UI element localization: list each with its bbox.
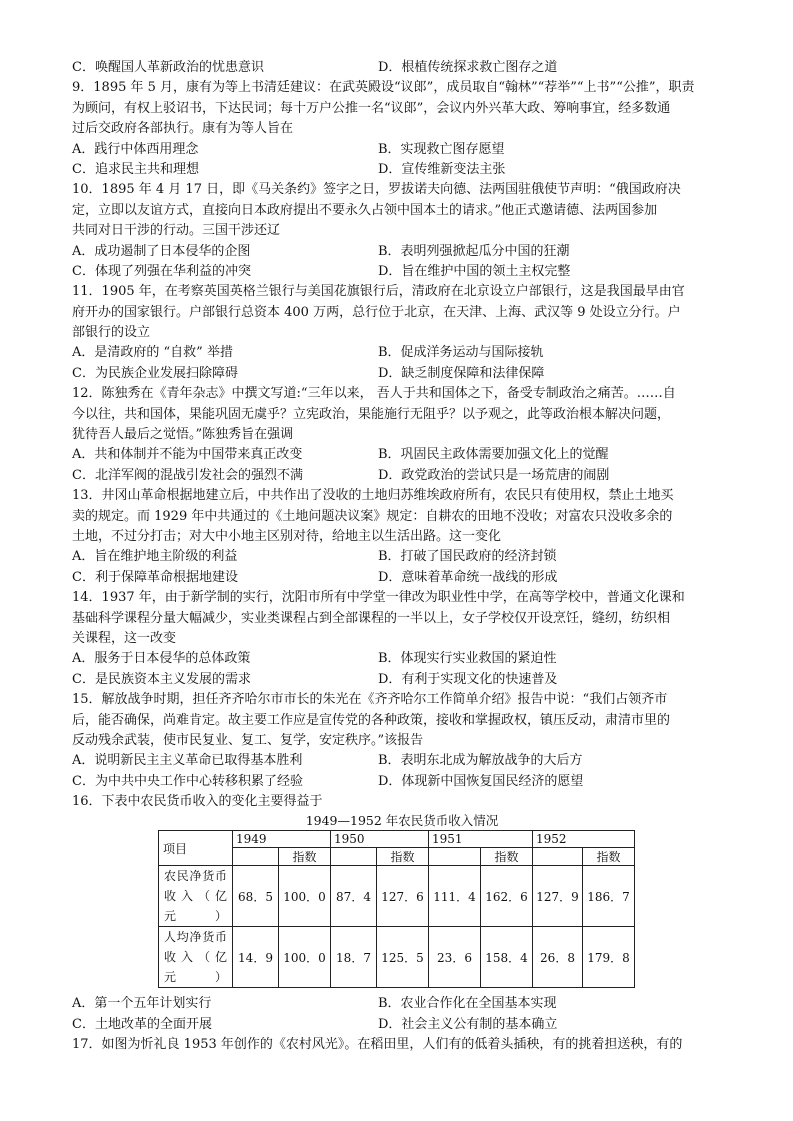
q16-option-c[interactable]: C．土地改革的全面开展 (72, 1016, 212, 1032)
question-13-stem-line: 卖的规定。而 1929 年中共通过的《土地问题决议案》规定：自耕农的田地不没收；对富农只没收多余的 (72, 508, 673, 524)
q10-option-a[interactable]: A．成功遏制了日本侵华的企图 (72, 243, 251, 259)
question-10-stem-line: 定，立即以友谊方式，直接向日本政府提出不要永久占领中国本土的请求。”他正式邀请德、法两国参加 (72, 202, 658, 218)
exam-page (72, 58, 728, 1056)
question-11-options-row (72, 343, 728, 363)
q10-option-c[interactable]: C．体现了列强在华利益的冲突 (72, 263, 251, 279)
table-row-label-line: 收入（亿元） (164, 889, 227, 924)
question-9-options-row (72, 140, 728, 160)
question-12-stem-line: 今以往，共和国体，果能巩固无虞乎？立宪政治，果能施行无阻乎？以予观之，此等政治根本解决问题， (72, 406, 671, 422)
q9-option-b[interactable]: B．实现救亡图存愿望 (378, 141, 505, 157)
question-10-stem-line: 共同对日干涉的行动。三国干涉还辽 (72, 223, 281, 239)
q12-option-d[interactable]: D．政党政治的尝试只是一场荒唐的闹剧 (378, 467, 610, 483)
table-cell: 18．7 (331, 927, 377, 988)
table-row-label-line: 人均净货币 (164, 930, 227, 945)
q15-option-b[interactable]: B．表明东北成为解放战争的大后方 (378, 753, 583, 769)
income-table (158, 830, 635, 988)
question-16-stem-line: 16．下表中农民货币收入的变化主要得益于 (72, 794, 323, 810)
question-10 (72, 180, 728, 282)
question-13-options-row (72, 547, 728, 567)
q12-option-b[interactable]: B．巩固民主政体需要加强文化上的觉醒 (378, 447, 609, 463)
question-17-stem-line: 17．如图为忻礼良 1953 年创作的《农村风光》。在稻田里，人们有的低着头插秧，有的挑着担送秧，有的 (72, 1037, 683, 1053)
q8-option-c[interactable]: C．唤醒国人革新政治的忧患意识 (72, 60, 264, 75)
table-header-blank (429, 848, 481, 866)
table-header-index: 指数 (377, 848, 429, 866)
question-13-stem-line: 13．井冈山革命根据地建立后，中共作出了没收的土地归苏维埃政府所有，农民只有使用权，禁止土地买 (72, 488, 674, 504)
table-row (159, 927, 635, 988)
question-11-stem-line: 部银行的设立 (72, 325, 151, 341)
q13-option-a[interactable]: A．旨在维护地主阶级的利益 (72, 549, 238, 565)
question-13 (72, 486, 728, 588)
q11-option-a[interactable]: A．是清政府的 “自救” 举措 (72, 345, 233, 361)
table-header-year: 1951 (429, 831, 533, 848)
table-cell: 127．6 (377, 866, 429, 927)
question-11-options-row (72, 364, 728, 384)
question-16-options-row (72, 1015, 728, 1035)
table-header-blank (533, 848, 583, 866)
table-cell: 111．4 (429, 866, 481, 927)
q12-option-a[interactable]: A．共和体制并不能为中国带来真正改变 (72, 447, 303, 463)
question-9 (72, 78, 728, 180)
q14-option-c[interactable]: C．是民族资本主义发展的需求 (72, 671, 251, 687)
question-12-stem-line: 12．陈独秀在《青年杂志》中撰文写道:“三年以来， 吾人于共和国体之下，备受专制政治之痛苦。……自 (72, 386, 676, 402)
question-12-stem-line: 犹待吾人最后之觉悟。”陈独秀旨在强调 (72, 427, 294, 443)
q16-option-b[interactable]: B．农业合作化在全国基本实现 (378, 996, 557, 1012)
table-header-blank (331, 848, 377, 866)
table-header-index: 指数 (279, 848, 331, 866)
table-cell: 23．6 (429, 927, 481, 988)
question-13-options-row (72, 568, 728, 588)
question-10-stem-line: 10．1895 年 4 月 17 日，即《马关条约》签字之日，罗拔诺夫向德、法两国驻俄使节声明：“俄国政府决 (72, 182, 681, 198)
table-row-label-line: 农民净货币 (164, 869, 227, 884)
q16-option-d[interactable]: D．社会主义公有制的基本确立 (378, 1016, 558, 1032)
question-11 (72, 282, 728, 384)
q8-option-d[interactable]: D．根植传统探求救亡图存之道 (378, 60, 558, 75)
table-header-year: 1950 (331, 831, 429, 848)
table-row-label-line: 收入（亿元） (164, 950, 227, 985)
table-header-index: 指数 (583, 848, 635, 866)
q13-option-d[interactable]: D．意味着革命统一战线的形成 (378, 569, 558, 585)
question-10-options-row (72, 262, 728, 282)
table-cell: 100．0 (279, 866, 331, 927)
q9-option-c[interactable]: C．追求民主共和理想 (72, 161, 199, 177)
question-15-options-row (72, 772, 728, 792)
q16-option-a[interactable]: A．第一个五年计划实行 (72, 996, 212, 1012)
question-15-stem-line: 后，能否确保，尚难肯定。故主要工作应是宣传党的各种政策，接收和掌握政权，镇压反动，肃清市里的 (72, 712, 671, 728)
q11-option-c[interactable]: C．为民族企业发展扫除障碍 (72, 365, 238, 381)
question-14-stem-line: 基础科学课程分量大幅减少，实业类课程占到全部课程的一半以上，女子学校仅开设烹饪，缝纫，纺织相 (72, 610, 671, 626)
q12-option-c[interactable]: C．北洋军阀的混战引发社会的强烈不满 (72, 467, 303, 483)
q8-options-row (72, 58, 728, 78)
table-header-item: 项目 (159, 831, 233, 866)
question-14-options-row (72, 670, 728, 690)
question-13-stem-line: 土地，不过分打击；对大中小地主区别对待，给地主以生活出路。这一变化 (72, 528, 502, 544)
question-14-options-row (72, 649, 728, 669)
q10-option-d[interactable]: D．旨在维护中国的领土主权完整 (378, 263, 571, 279)
table-cell: 14．9 (233, 927, 279, 988)
question-15-stem-line: 反动残余武装，使市民复业、复工、复学，安定秩序。”该报告 (72, 732, 424, 748)
q14-option-a[interactable]: A．服务于日本侵华的总体政策 (72, 651, 251, 667)
table-row (159, 866, 635, 927)
question-14 (72, 588, 728, 690)
question-15 (72, 690, 728, 792)
q9-option-d[interactable]: D．宣传维新变法主张 (378, 161, 506, 177)
table-header-year: 1949 (233, 831, 331, 848)
question-14-stem-line: 14．1937 年，由于新学制的实行，沈阳市所有中学堂一律改为职业性中学，在高等学校中，普通文化课和 (72, 590, 685, 606)
table-cell: 100．0 (279, 927, 331, 988)
q11-option-d[interactable]: D．缺乏制度保障和法律保障 (378, 365, 545, 381)
question-16 (72, 792, 728, 1035)
table-header-index: 指数 (481, 848, 533, 866)
question-11-stem-line: 11．1905 年，在考察英国英格兰银行与美国花旗银行后，清政府在北京设立户部银行，这是我国最早由官 (72, 284, 685, 300)
question-12-options-row (72, 445, 728, 465)
question-9-options-row (72, 160, 728, 180)
table-title: 1949—1952 年农民货币收入情况 (305, 813, 499, 829)
table-cell: 125．5 (377, 927, 429, 988)
table-cell: 26．8 (533, 927, 583, 988)
table-cell: 162．6 (481, 866, 533, 927)
q11-option-b[interactable]: B．促成洋务运动与国际接轨 (378, 345, 544, 361)
q14-option-d[interactable]: D．有利于实现文化的快速普及 (378, 671, 558, 687)
q13-option-c[interactable]: C．利于保障革命根据地建设 (72, 569, 238, 585)
question-10-options-row (72, 242, 728, 262)
question-9-stem-line: 为顾问，有权上驳诏书，下达民词；每十万户公推一名“议郎”，会议内外兴革大政、筹响事宜，经多数通 (72, 100, 671, 116)
q13-option-b[interactable]: B．打破了国民政府的经济封锁 (378, 549, 557, 565)
q10-option-b[interactable]: B．表明列强掀起瓜分中国的狂潮 (378, 243, 570, 259)
question-15-stem-line: 15．解放战争时期，担任齐齐哈尔市市长的朱光在《齐齐哈尔工作简单介绍》报告中说：“我们占领齐市 (72, 692, 668, 708)
table-cell: 186．7 (583, 866, 635, 927)
table-cell: 68．5 (233, 866, 279, 927)
question-12 (72, 384, 728, 486)
question-11-stem-line: 府开办的国家银行。户部银行总资本 400 万两，总行位于北京，在天津、上海、武汉等 9 处设立分行。户 (72, 304, 681, 320)
table-cell: 87．4 (331, 866, 377, 927)
table-header-blank (233, 848, 279, 866)
q14-option-b[interactable]: B．体现实行实业救国的紧迫性 (378, 651, 557, 667)
question-14-stem-line: 关课程，这一改变 (72, 630, 177, 646)
question-15-options-row (72, 751, 728, 771)
table-cell: 158．4 (481, 927, 533, 988)
q15-option-d[interactable]: D．体现新中国恢复国民经济的愿望 (378, 773, 584, 789)
question-9-stem-line: 9．1895 年 5 月，康有为等上书清廷建议：在武英殿设“议郎”，成员取自“翰林”“荐举”“上书”“公推”，职责 (72, 80, 695, 96)
q15-option-c[interactable]: C．为中共中央工作中心转移积累了经验 (72, 773, 303, 789)
table-cell: 179．8 (583, 927, 635, 988)
table-header-year: 1952 (533, 831, 635, 848)
table-row-label (159, 927, 233, 988)
table-row-label (159, 866, 233, 927)
q15-option-a[interactable]: A．说明新民主主义革命已取得基本胜利 (72, 753, 303, 769)
question-16-options-row (72, 994, 728, 1014)
table-cell: 127．9 (533, 866, 583, 927)
question-12-options-row (72, 466, 728, 486)
question-9-stem-line: 过后交政府各部执行。康有为等人旨在 (72, 121, 294, 137)
q9-option-a[interactable]: A．践行中体西用理念 (72, 141, 199, 157)
